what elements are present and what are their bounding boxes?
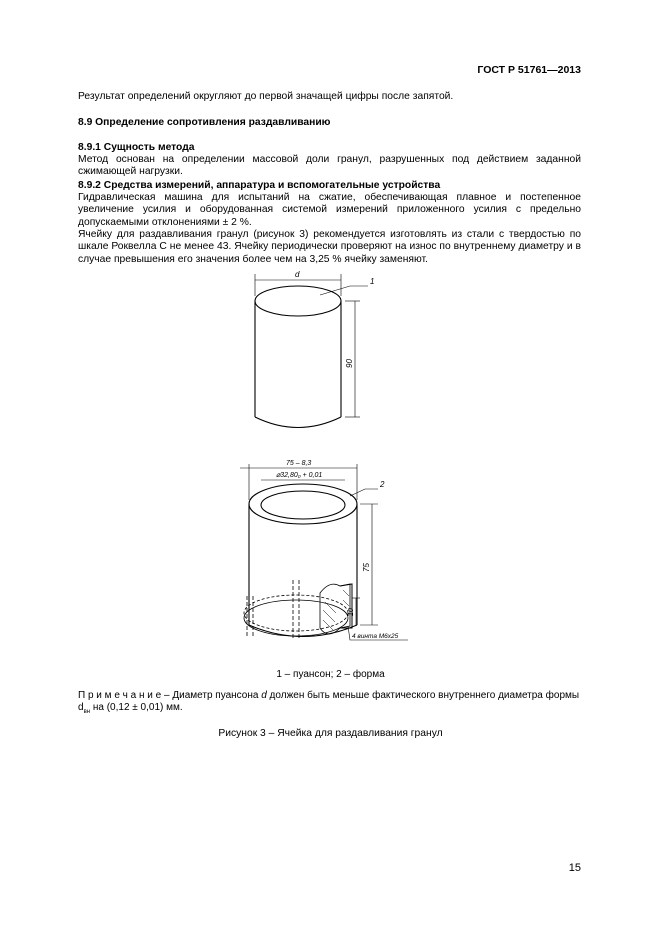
callout-1: 1 bbox=[370, 277, 375, 286]
figure-caption: Рисунок 3 – Ячейка для раздавливания гранул bbox=[218, 728, 443, 739]
dim-outer-label: 75 – 8,3 bbox=[286, 460, 312, 467]
dim-d-label: d bbox=[295, 270, 300, 279]
dim-inner-label: ⌀32,80₀ + 0,01 bbox=[276, 472, 323, 479]
section-heading-8-9-1: 8.9.1 Сущность метода bbox=[78, 142, 195, 153]
machine-paragraph: Гидравлическая машина для испытаний на сжатие, обеспечивающая плавное и постепенное увеличение усилия и оборудованная системой измерений приложенного усилия с предельно допускаемыми отклонениями ± 2 %. bbox=[78, 192, 581, 228]
note-text-pre: – Диаметр пуансона bbox=[161, 690, 262, 701]
section-heading-8-9: 8.9 Определение сопротивления раздавливанию bbox=[78, 117, 331, 128]
figure-3-drawing bbox=[200, 268, 440, 653]
cell-paragraph: Ячейку для раздавливания гранул (рисунок 3) рекомендуется изготовлять из стали с твердостью по шкале Роквелла С не менее 43. Ячейку периодически проверяют на износ по внутреннему диаметру и в случае превышения его значения более чем на 3,25 % ячейку заменяют. bbox=[78, 229, 581, 265]
dim-90-label: 90 bbox=[345, 359, 354, 368]
note-d: d bbox=[261, 690, 267, 701]
figure-legend: 1 – пуансон; 2 – форма bbox=[276, 669, 385, 680]
note-text-post: на (0,12 ± 0,01) мм. bbox=[90, 702, 183, 714]
document-id: ГОСТ Р 51761—2013 bbox=[477, 64, 581, 76]
note-dvn: d bbox=[78, 702, 84, 714]
punch-cylinder bbox=[255, 286, 341, 428]
section-heading-8-9-2: 8.9.2 Средства измерений, аппаратура и вспомогательные устройства bbox=[78, 180, 441, 191]
note-label: П р и м е ч а н и е bbox=[78, 690, 162, 701]
thread-label: 4 винта М6х25 bbox=[352, 633, 399, 640]
note-dvn-sub: вн bbox=[83, 709, 91, 716]
result-paragraph: Результат определений округляют до первой значащей цифры после запятой. bbox=[78, 91, 454, 102]
dim-10-label: 10 bbox=[348, 608, 355, 616]
callout-2: 2 bbox=[380, 480, 385, 489]
form-cylinder bbox=[244, 484, 357, 640]
note-text-mid: должен быть меньше фактического внутреннего диаметра формы bbox=[266, 690, 580, 701]
note-paragraph bbox=[78, 690, 581, 719]
method-paragraph: Метод основан на определении массовой доли гранул, разрушенных под действием заданной сжимающей нагрузки. bbox=[78, 154, 581, 178]
page-number: 15 bbox=[568, 862, 581, 874]
dim-75-label: 75 bbox=[362, 563, 371, 572]
